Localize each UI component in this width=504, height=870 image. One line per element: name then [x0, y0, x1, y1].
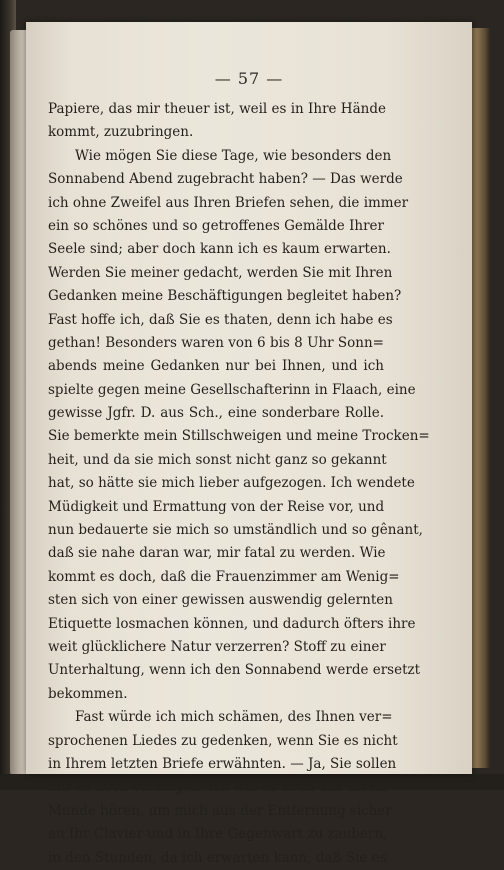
text-line: Sie bemerkte mein Stillschweigen und meine Trocken=: [48, 428, 430, 445]
text-line: daß sie nahe daran war, mir fatal zu werden. Wie: [48, 545, 386, 562]
text-line: in Ihrem letzten Briefe erwähnten. — Ja, Sie sollen: [48, 755, 397, 772]
text-line: ein so schönes und so getroffenes Gemälde Ihrer: [48, 217, 384, 234]
text-line: Etiquette losmachen können, und dadurch öfters ihre: [48, 615, 416, 632]
text-line: abends meine Gedanken nur bei Ihnen, und ich: [48, 358, 384, 375]
text-line: weit glücklichere Natur verzerren? Stoff zu einer: [48, 638, 386, 655]
text-line: nun bedauerte sie mich so umständlich und so gênant,: [48, 522, 423, 539]
text-line: Munde hören, um mich aus der Entfernung sicher: [48, 802, 392, 819]
text-line: Papiere, das mir theuer ist, weil es in Ihre Hände: [48, 101, 386, 117]
text-line: gewisse Jgfr. D. aus Sch., eine sonderbare Rolle.: [48, 405, 384, 422]
text-line: an Ihr Clavier und in Ihre Gegenwart zu zaubern,: [48, 826, 388, 843]
text-line: hat, so hätte sie mich lieber aufgezogen. Ich wendete: [48, 475, 415, 492]
text-line: Müdigkeit und Ermattung von der Reise vor, und: [48, 498, 385, 515]
text-line: in den Stunden, da ich erwarten kann, daß Sie es: [48, 849, 387, 866]
text-line: mir es noch vorsingen: ich will es noch aus Ihrem: [48, 779, 389, 796]
text-line: kommt, zuzubringen.: [48, 124, 194, 141]
text-line: sten sich von einer gewissen auswendig gelernten: [48, 592, 393, 609]
text-line: sprochenen Liedes zu gedenken, wenn Sie es nicht: [48, 732, 398, 749]
text-line: Unterhaltung, wenn ich den Sonnabend werde ersetzt: [48, 662, 421, 679]
text-line: Sonnabend Abend zugebracht haben? — Das werde: [48, 171, 403, 188]
text-line: spielte gegen meine Gesellschafterinn in Flaach, eine: [48, 381, 416, 398]
text-line: ich ohne Zweifel aus Ihren Briefen sehen, die immer: [48, 194, 409, 211]
text-line: Fast hoffe ich, daß Sie es thaten, denn ich habe es: [48, 311, 393, 328]
text-line: Seele sind; aber doch kann ich es kaum erwarten.: [48, 241, 391, 258]
text-line: gethan! Besonders waren von 6 bis 8 Uhr Sonn=: [48, 334, 384, 351]
page-number: — 57 —: [214, 69, 284, 88]
text-line: Fast würde ich mich schämen, des Ihnen ver=: [75, 709, 393, 726]
book-page: [26, 22, 472, 866]
text-line: Gedanken meine Beschäftigungen begleitet haben?: [48, 288, 402, 305]
text-line: kommt es doch, daß die Frauenzimmer am Wenig=: [48, 568, 400, 585]
text-line: Werden Sie meiner gedacht, werden Sie mit Ihren: [48, 264, 393, 281]
text-line: bekommen.: [48, 685, 128, 702]
text-line: Wie mögen Sie diese Tage, wie besonders den: [75, 147, 392, 164]
body-text: [48, 98, 430, 870]
text-line: heit, und da sie mich sonst nicht ganz so gekannt: [48, 451, 387, 468]
